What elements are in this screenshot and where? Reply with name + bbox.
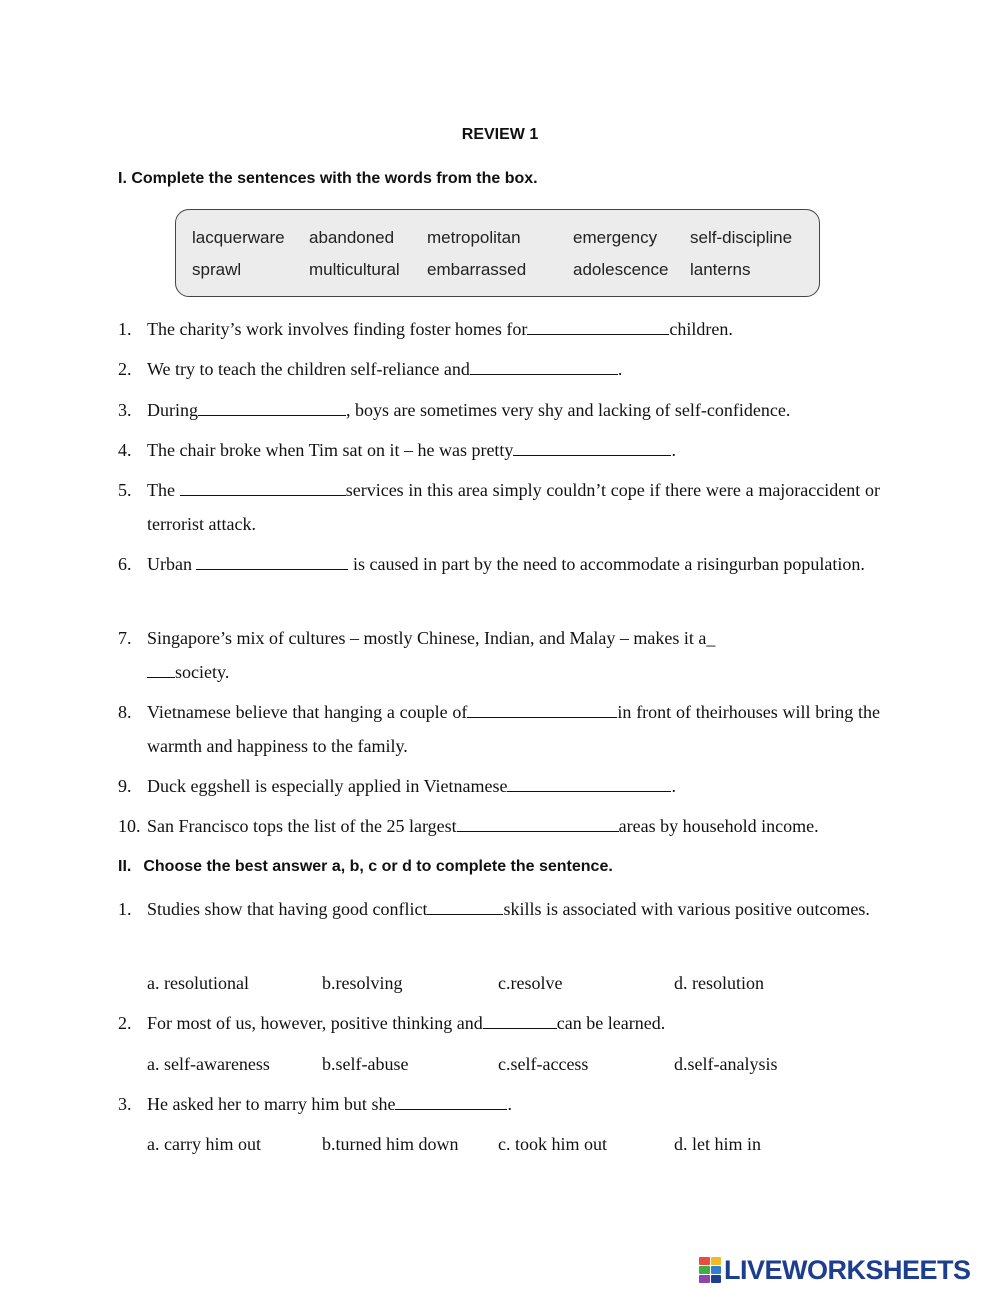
question-number: 1. bbox=[118, 319, 132, 339]
word-box-item: adolescence bbox=[573, 260, 669, 279]
section-1-heading: I. Complete the sentences with the words from the box. bbox=[118, 170, 538, 187]
question-10 bbox=[118, 809, 880, 843]
section-2-heading bbox=[118, 858, 613, 876]
question-text: society. bbox=[175, 662, 230, 682]
question-text: is caused in part by the need to accommodate a risingurban population. bbox=[348, 554, 865, 574]
logo-block bbox=[699, 1257, 710, 1265]
option-a[interactable]: a. carry him out bbox=[147, 1134, 261, 1154]
logo-block bbox=[699, 1275, 710, 1283]
question-text: The charity’s work involves finding foster homes for bbox=[147, 319, 528, 339]
option-d[interactable]: d. let him in bbox=[674, 1134, 761, 1154]
logo-block bbox=[711, 1275, 722, 1283]
question-number: 7. bbox=[118, 628, 132, 648]
question-text: The chair broke when Tim sat on it – he was pretty bbox=[147, 440, 514, 460]
option-d[interactable]: d. resolution bbox=[674, 973, 764, 993]
mc-question-1 bbox=[118, 892, 880, 926]
question-number: 3. bbox=[118, 1094, 132, 1114]
question-number: 4. bbox=[118, 440, 132, 460]
question-text: . bbox=[671, 776, 676, 796]
option-d[interactable]: d.self-analysis bbox=[674, 1054, 778, 1074]
question-text: in front of theirhouses will bring the warmth and happiness to the family. bbox=[147, 702, 880, 756]
question-text: children. bbox=[669, 319, 733, 339]
option-b[interactable]: b.self-abuse bbox=[322, 1054, 409, 1074]
answer-blank[interactable] bbox=[180, 478, 346, 496]
question-text: . bbox=[671, 440, 676, 460]
question-text: can be learned. bbox=[556, 1013, 666, 1033]
question-number: 9. bbox=[118, 776, 132, 796]
question-number: 10. bbox=[118, 816, 141, 836]
question-number: 2. bbox=[118, 1013, 132, 1033]
question-7 bbox=[118, 621, 880, 689]
mc-question-2 bbox=[118, 1006, 880, 1040]
answer-blank[interactable] bbox=[196, 552, 348, 570]
answer-blank[interactable] bbox=[457, 814, 619, 832]
question-text: San Francisco tops the list of the 25 largest bbox=[147, 816, 457, 836]
question-number: 6. bbox=[118, 554, 132, 574]
logo-text: LIVEWORKSHEETS bbox=[724, 1254, 971, 1285]
answer-blank[interactable] bbox=[527, 317, 669, 335]
word-box-item: multicultural bbox=[309, 260, 400, 279]
section-2-number: II. bbox=[118, 858, 132, 875]
word-box-item: self-discipline bbox=[690, 228, 793, 247]
question-text: He asked her to marry him but she bbox=[147, 1094, 396, 1114]
answer-blank[interactable] bbox=[513, 438, 671, 456]
logo-block bbox=[711, 1257, 722, 1265]
option-c[interactable]: c. took him out bbox=[498, 1134, 607, 1154]
question-number: 2. bbox=[118, 359, 132, 379]
word-box-item: emergency bbox=[573, 228, 658, 247]
section-2-title: Choose the best answer a, b, c or d to complete the sentence. bbox=[143, 858, 613, 875]
question-text: . bbox=[507, 1094, 512, 1114]
answer-blank[interactable] bbox=[427, 897, 503, 915]
question-2 bbox=[118, 352, 880, 386]
question-6 bbox=[118, 547, 880, 581]
question-text: Urban bbox=[147, 554, 197, 574]
word-box bbox=[175, 209, 820, 297]
answer-blank[interactable] bbox=[467, 700, 617, 718]
option-a[interactable]: a. resolutional bbox=[147, 973, 249, 993]
word-box-item: lacquerware bbox=[192, 228, 285, 247]
question-number: 5. bbox=[118, 480, 132, 500]
liveworksheets-logo bbox=[699, 1255, 971, 1285]
answer-blank[interactable] bbox=[198, 398, 346, 416]
question-text: Vietnamese believe that hanging a couple of bbox=[147, 702, 468, 722]
word-box-item: sprawl bbox=[192, 260, 242, 279]
option-c[interactable]: c.self-access bbox=[498, 1054, 589, 1074]
answer-blank[interactable] bbox=[507, 774, 671, 792]
question-text: Duck eggshell is especially applied in Vietnamese bbox=[147, 776, 508, 796]
question-3 bbox=[118, 393, 880, 427]
question-text: Studies show that having good conflict bbox=[147, 899, 428, 919]
question-number: 8. bbox=[118, 702, 132, 722]
question-text: For most of us, however, positive thinking and bbox=[147, 1013, 483, 1033]
question-text: During bbox=[147, 400, 198, 420]
question-text: The bbox=[147, 480, 180, 500]
word-box-item: embarrassed bbox=[427, 260, 527, 279]
logo-block bbox=[699, 1266, 710, 1274]
word-box-item: lanterns bbox=[690, 260, 751, 279]
question-text: . bbox=[617, 359, 623, 379]
question-text: services in this area simply couldn’t cope if there were a majoraccident or terrorist attack. bbox=[147, 480, 880, 534]
answer-blank[interactable] bbox=[147, 660, 175, 678]
question-text: Singapore’s mix of cultures – mostly Chinese, Indian, and Malay – makes it a_ bbox=[147, 628, 716, 648]
question-9 bbox=[118, 769, 880, 803]
question-text: We try to teach the children self-reliance and bbox=[147, 359, 470, 379]
page-title: REVIEW 1 bbox=[461, 126, 539, 143]
question-1 bbox=[118, 312, 880, 346]
option-c[interactable]: c.resolve bbox=[498, 973, 563, 993]
option-b[interactable]: b.resolving bbox=[322, 973, 403, 993]
logo-block bbox=[711, 1266, 722, 1274]
question-number: 3. bbox=[118, 400, 132, 420]
question-text: areas by household income. bbox=[618, 816, 819, 836]
question-4 bbox=[118, 433, 880, 467]
question-text: , boys are sometimes very shy and lacking of self-confidence. bbox=[346, 400, 791, 420]
answer-blank[interactable] bbox=[483, 1011, 557, 1029]
answer-blank[interactable] bbox=[470, 357, 618, 375]
blocks-icon bbox=[699, 1257, 721, 1283]
word-box-item: metropolitan bbox=[427, 228, 521, 247]
option-b[interactable]: b.turned him down bbox=[322, 1134, 459, 1154]
question-number: 1. bbox=[118, 899, 132, 919]
mc-question-3 bbox=[118, 1087, 880, 1121]
question-8 bbox=[118, 695, 880, 763]
option-a[interactable]: a. self-awareness bbox=[147, 1054, 270, 1074]
word-box-item: abandoned bbox=[309, 228, 395, 247]
answer-blank[interactable] bbox=[395, 1092, 507, 1110]
question-5 bbox=[118, 473, 880, 541]
question-text: skills is associated with various positive outcomes. bbox=[503, 899, 870, 919]
